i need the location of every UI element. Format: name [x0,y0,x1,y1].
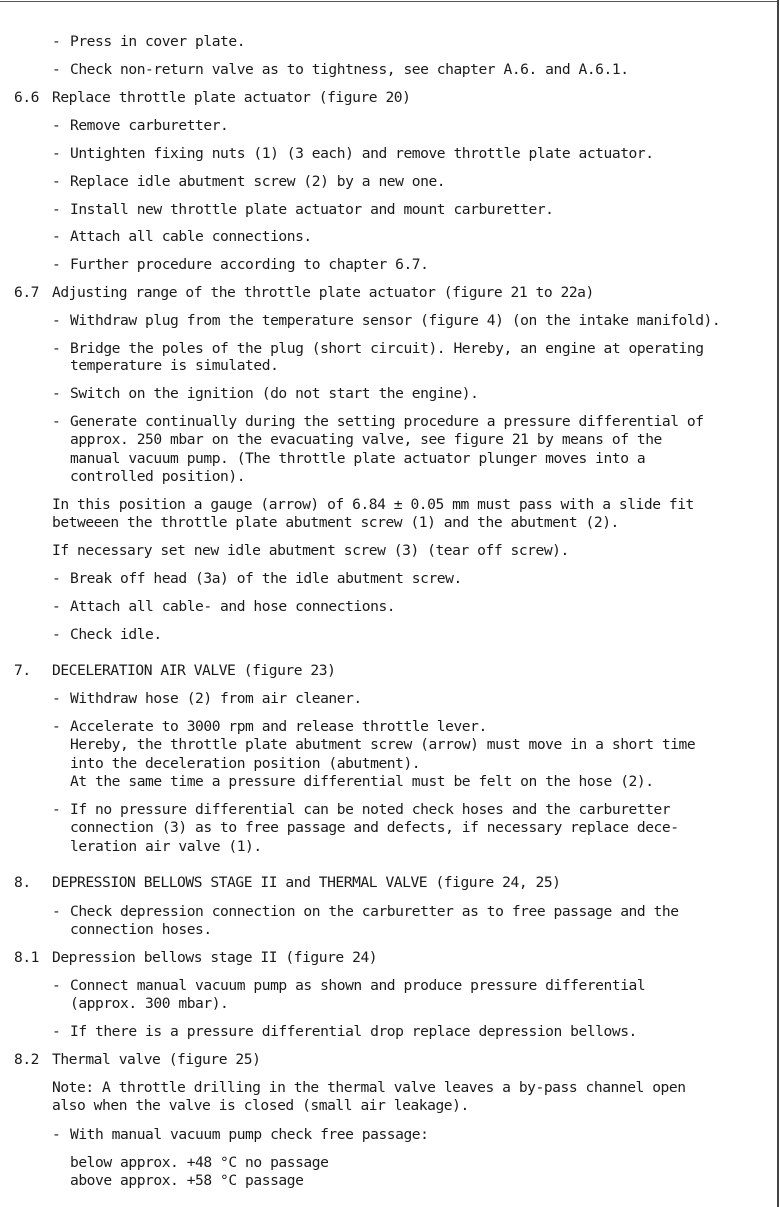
continued-text: temperature is simulated. [70,357,279,374]
bullet-dash: - [52,718,61,735]
continued-text: leration air valve (1). [70,838,262,855]
bullet-text: If no pressure differential can be noted check hoses and the carburetter [70,801,671,818]
bullet-text: Connect manual vacuum pump as shown and produce pressure differential [70,977,646,994]
bullet-text: Check non-return valve as to tightness, see chapter A.6. and A.6.1. [70,61,629,78]
bullet-dash: - [52,61,61,78]
bullet-dash: - [52,1023,61,1040]
bullet-text: Press in cover plate. [70,33,246,50]
bullet-dash: - [52,201,61,218]
bullet-text: Bridge the poles of the plug (short circuit). Hereby, an engine at operating [70,340,704,357]
bullet-dash: - [52,145,61,162]
section-number: 7. [14,662,31,679]
continued-text: manual vacuum pump. (The throttle plate actuator plunger moves into a [70,450,646,467]
section-number: 8. [14,874,31,891]
bullet-dash: - [52,340,61,357]
section-heading: DEPRESSION BELLOWS STAGE II and THERMAL VALVE (figure 24, 25) [52,874,561,891]
bullet-dash: - [52,385,61,402]
bullet-dash: - [52,598,61,615]
bullet-text: Install new throttle plate actuator and mount carburetter. [70,201,554,218]
bullet-dash: - [52,173,61,190]
continued-text: into the deceleration position (abutment). [70,755,421,772]
continued-text: connection (3) as to free passage and defects, if necessary replace dece- [70,819,679,836]
bullet-text: Replace idle abutment screw (2) by a new one. [70,173,446,190]
continued-text: connection hoses. [70,921,212,938]
bullet-dash: - [52,570,61,587]
bullet-text: Further procedure according to chapter 6.7. [70,256,429,273]
bullet-text: Attach all cable- and hose connections. [70,598,396,615]
bullet-dash: - [52,256,61,273]
bullet-dash: - [52,228,61,245]
continued-text: (approx. 300 mbar). [70,995,229,1012]
continued-text: controlled position). [70,468,246,485]
continued-text: Hereby, the throttle plate abutment screw (arrow) must move in a short time [70,736,696,753]
bullet-text: Remove carburetter. [70,117,229,134]
bullet-text: Generate continually during the setting procedure a pressure differential of [70,413,704,430]
bullet-dash: - [52,690,61,707]
bullet-text: If there is a pressure differential drop replace depression bellows. [70,1023,637,1040]
paragraph-text: If necessary set new idle abutment screw (3) (tear off screw). [52,542,569,559]
bullet-dash: - [52,33,61,50]
section-number: 8.1 [14,949,40,966]
bullet-dash: - [52,977,61,994]
bullet-text: Check depression connection on the carburetter as to free passage and the [70,903,679,920]
bullet-text: Attach all cable connections. [70,228,312,245]
bullet-text: Break off head (3a) of the idle abutment screw. [70,570,462,587]
paragraph-text: Note: A throttle drilling in the thermal valve leaves a by-pass channel open [52,1079,686,1096]
section-heading: Thermal valve (figure 25) [52,1051,261,1068]
bullet-dash: - [52,413,61,430]
section-heading: DECELERATION AIR VALVE (figure 23) [52,662,336,679]
paragraph-text: also when the valve is closed (small air leakage). [52,1097,469,1114]
right-rule [777,0,779,1207]
bullet-text: Withdraw hose (2) from air cleaner. [70,690,362,707]
continued-text: At the same time a pressure differential must be felt on the hose (2). [70,773,654,790]
section-heading: Adjusting range of the throttle plate actuator (figure 21 to 22a) [52,284,594,301]
bullet-dash: - [52,626,61,643]
bullet-dash: - [52,903,61,920]
bullet-text: With manual vacuum pump check free passage: [70,1126,429,1143]
section-number: 6.6 [14,89,40,106]
bullet-text: Check idle. [70,626,162,643]
bullet-dash: - [52,801,61,818]
bullet-text: Accelerate to 3000 rpm and release throttle lever. [70,718,487,735]
paragraph-text: betweeen the throttle plate abutment screw (1) and the abutment (2). [52,514,619,531]
bullet-dash: - [52,1126,61,1143]
bullet-text: Withdraw plug from the temperature sensor (figure 4) (on the intake manifold). [70,312,721,329]
bullet-dash: - [52,312,61,329]
paragraph-text: In this position a gauge (arrow) of 6.84 ± 0.05 mm must pass with a slide fit [52,496,694,513]
section-number: 6.7 [14,284,40,301]
section-heading: Depression bellows stage II (figure 24) [52,949,378,966]
continued-text: below approx. +48 °C no passage [70,1154,329,1171]
bullet-dash: - [52,117,61,134]
section-heading: Replace throttle plate actuator (figure 20) [52,89,411,106]
bullet-text: Switch on the ignition (do not start the engine). [70,385,479,402]
top-rule [0,1,778,2]
continued-text: above approx. +58 °C passage [70,1172,304,1189]
section-number: 8.2 [14,1051,40,1068]
continued-text: approx. 250 mbar on the evacuating valve, see figure 21 by means of the [70,431,662,448]
bullet-text: Untighten fixing nuts (1) (3 each) and remove throttle plate actuator. [70,145,654,162]
